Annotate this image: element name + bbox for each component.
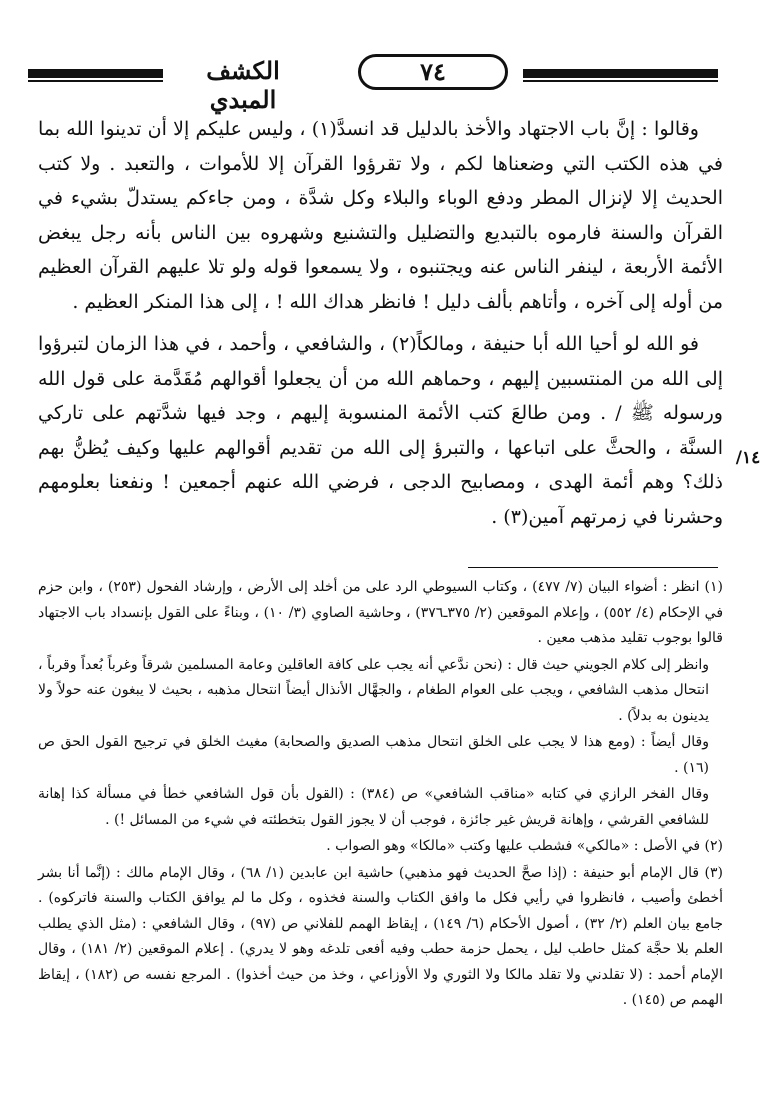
paragraph-1: وقالوا : إنَّ باب الاجتهاد والأخذ بالدليل قد انسدَّ(١) ، وليس عليكم إلا أن تدينوا الله بما في هذه الكتب التي وضعناها لكم ، ولا تقرؤوا القرآن إلا للأموات ، والتعبد . ولا كتب الحديث إلا لإنزال المطر ودفع الوباء والبلاء وكل شدَّة ، ومن جاءكم يستدلّ بشيء في القرآن والسنة فارموه بالتبديع والتضليل والتشنيع وشهروه بين الناس بأنه رجل يبغض الأئمة الأربعة ، لينفر الناس عنه ويجتنبوه ، ولا يسمعوا قوله ولو تلا عليهم القرآن العظيم من أوله إلى آخره ، وأتاهم بألف دليل ! فانظر هداك الله ! ، إلى هذا المنكر العظيم . (38, 118, 723, 313)
footnote-separator (468, 567, 718, 568)
footnote-2: (٢) في الأصل : «مالكي» فشطب عليها وكتب «مالكا» وهو الصواب . (326, 838, 723, 854)
footnotes (38, 575, 723, 1015)
page-number: ٧٤ (358, 54, 508, 90)
footnote-1: (١) انظر : أضواء البيان (٧/ ٤٧٧) ، وكتاب السيوطي الرد على من أخلد إلى الأرض ، وإرشاد الفحول (٢٥٣) ، وابن حزم في الإحكام (٤/ ٥٥٢) ، وإعلام الموقعين (٢/ ٣٧٥ـ٣٧٦) ، وحاشية الصاوي (٣/ ١٠) ، وبناءً على القول بإنسداد باب الاجتهاد قالوا بوجوب تقليد مذهب معين . (38, 579, 724, 646)
header-rule-left (28, 69, 163, 78)
footnote-1-continued: وانظر إلى كلام الجويني حيث قال : (نحن ندَّعي أنه يجب على كافة العاقلين وعامة المسلمين شرقاً وغرباً بُعداً وقرباً ، انتحال مذهب الشافعي ، ويجب على العوام الطغام ، والجهَّال الأنذال أيضاً انتحال مذهبه ، بحيث لا يبغون عنه حولاً ولا يدينون به بدلاً) . (38, 656, 709, 724)
main-text (38, 112, 723, 534)
footnote-1-continued: وقال أيضاً : (ومع هذا لا يجب على الخلق انتحال مذهب الصديق والصحابة) مغيث الخلق في ترجيح القول الحق ص (١٦) . (38, 734, 709, 776)
footnote-3: (٣) قال الإمام أبو حنيفة : (إذا صحَّ الحديث فهو مذهبي) حاشية ابن عابدين (١/ ٦٨) ، وقال الإمام مالك : (إنَّما أنا بشر أخطئ وأصيب ، فانظروا في رأيي فكل ما وافق الكتاب والسنة فخذوه ، وكل ما لم يوافق الكتاب والسنة فاتركوه) . جامع بيان العلم (٢/ ٣٢) ، أصول الأحكام (٦/ ١٤٩) ، إيقاظ الهمم للفلاني ص (٩٧) ، وقال الشافعي : (مثل الذي يطلب العلم بلا حجَّة كمثل حاطب ليل ، يحمل حزمة حطب وفيه أفعى تلدغه وهو لا يدري) . إعلام الموقعين (٢/ ١٨١) ، وقال الإمام أحمد : (لا تقلدني ولا تقلد مالكا ولا الثوري ولا الأوزاعي ، وخذ من حيث أخذوا) . المرجع نفسه ص (١٨٢) ، إيقاظ الهمم ص (١٤٥) . (38, 864, 724, 1008)
header-rule-right (523, 69, 718, 78)
book-title: الكشف المبدي (206, 56, 280, 114)
margin-note: ١٤/ (735, 448, 761, 468)
page-header (28, 52, 718, 114)
paragraph-2: فو الله لو أحيا الله أبا حنيفة ، ومالكاً(٢) ، والشافعي ، وأحمد ، في هذا الزمان لتبرؤوا إلى الله من المنتسبين إليهم ، وحماهم الله من أن يجعلوا أقوالهم مُقَدَّمة على قول الله ورسوله ﷺ / . ومن طالعَ كتب الأئمة المنسوبة إليهم ، وجد فيها شدَّتهم على تاركي السنَّة ، والحثَّ على اتباعها ، والتبرؤ إلى الله من تقديم أقوالهم عليها وكيف يُظنُّ بهم ذلك؟ وهم أئمة الهدى ، ومصابيح الدجى ، فرضي الله عنهم أجمعين ! ونفعنا بعلومهم وحشرنا في زمرتهم آمين(٣) . (38, 333, 723, 528)
footnote-1-continued: وقال الفخر الرازي في كتابه «مناقب الشافعي» ص (٣٨٤) : (القول بأن قول الشافعي خطأ في مسألة كذا إهانة للشافعي القرشي ، وإهانة قريش غير جائزة ، فوجب أن لا يجوز القول بتخطئته في شيء من المسائل !) . (38, 786, 709, 828)
